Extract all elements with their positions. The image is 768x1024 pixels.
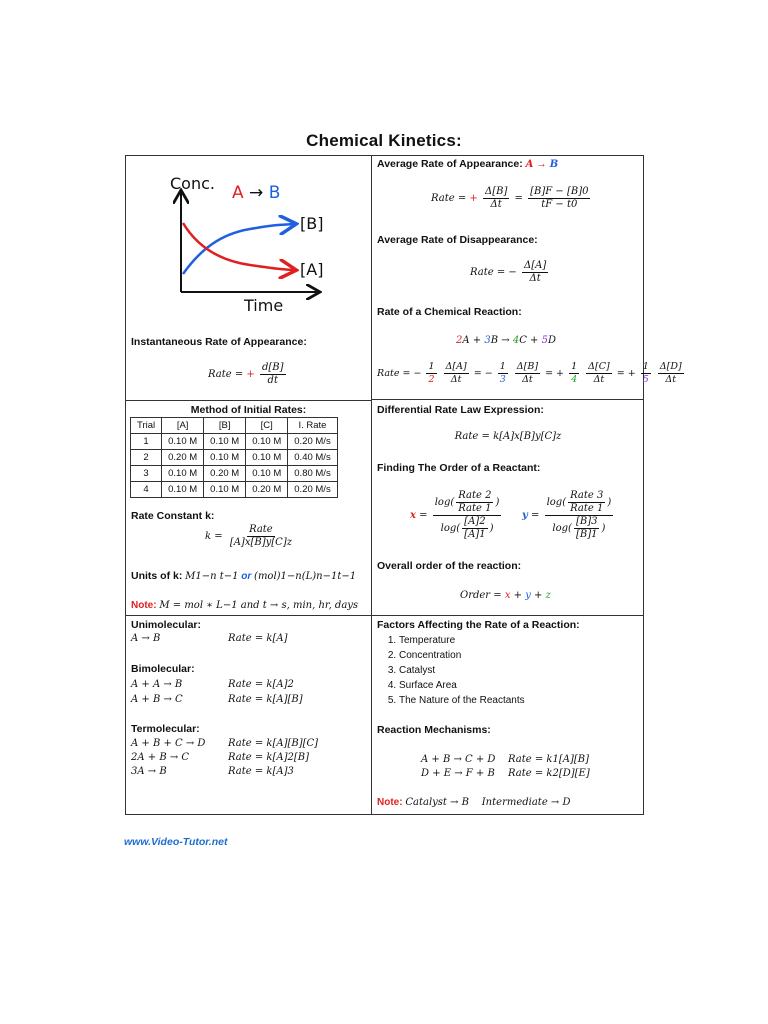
- list-item: 4. Surface Area: [399, 678, 525, 693]
- row-divider-right-2: [371, 615, 644, 616]
- note-units: Note: M = mol ∗ L−1 and t → s, min, hr, days: [131, 600, 359, 611]
- mechanisms-heading: Reaction Mechanisms:: [377, 724, 491, 736]
- table-row: [131, 482, 338, 498]
- table-cell: 0.80 M/s: [288, 466, 337, 482]
- mechanism-rate-1: Rate = k1[A][B]: [508, 754, 589, 765]
- table-cell: 2: [131, 450, 162, 466]
- column-divider: [371, 155, 372, 815]
- table-cell: 0.10 M: [162, 482, 204, 498]
- rate-reaction-heading: Rate of a Chemical Reaction:: [377, 306, 522, 318]
- mechanism-rate-2: Rate = k2[D][E]: [508, 768, 590, 779]
- bi-rate-1: Rate = k[A]2: [228, 679, 294, 690]
- reaction-equation: 2A + 3B → 4C + 5D: [456, 335, 556, 346]
- ter-rate-1: Rate = k[A][B][C]: [228, 738, 319, 749]
- uni-rate: Rate = k[A]: [228, 633, 288, 644]
- table-cell: 0.20 M: [246, 482, 288, 498]
- ter-reaction-3: 3A → B: [131, 766, 167, 777]
- table-cell: 0.10 M: [204, 482, 246, 498]
- order-x-formula: x = log( $\frac{\text{Rate 2}}{\text{Rate 1}}$ ) log( $\frac{[A]2}{[A]1}$ ): [410, 490, 500, 540]
- table-header: [B]: [204, 418, 246, 434]
- table-header: [C]: [246, 418, 288, 434]
- factors-heading: Factors Affecting the Rate of a Reaction:: [377, 619, 580, 631]
- note-mechanism: Note: Catalyst → B Intermediate → D: [377, 797, 571, 808]
- ter-reaction-1: A + B + C → D: [131, 738, 206, 749]
- inst-rate-formula: Rate = + $\frac{d[B]}{dt}$: [208, 362, 284, 386]
- table-cell: 0.10 M: [204, 434, 246, 450]
- list-item: 3. Catalyst: [399, 663, 525, 678]
- graph-reaction: [232, 183, 280, 203]
- table-row: [131, 466, 338, 482]
- table-cell: 0.10 M: [162, 466, 204, 482]
- table-cell: 0.20 M/s: [288, 434, 337, 450]
- list-item: 2. Concentration: [399, 648, 525, 663]
- graph-reaction-a: A: [232, 183, 244, 203]
- list-item: 5. The Nature of the Reactants: [399, 693, 525, 708]
- inst-rate-heading: Instantaneous Rate of Appearance:: [131, 336, 307, 348]
- page-title: Chemical Kinetics:: [306, 131, 462, 150]
- table-header: Trial: [131, 418, 162, 434]
- avg-appear-formula: Rate = + $\frac{\Delta[B]}{\Delta t}$ = $\frac{[B]F - [B]0}{tF - t0}$: [431, 186, 589, 210]
- rate-constant-formula: k = $\frac{\text{Rate}}{[A]x[B]y[C]z}$: [205, 524, 292, 548]
- table-cell: 0.20 M/s: [288, 482, 337, 498]
- table-header: [A]: [162, 418, 204, 434]
- a-curve: [183, 223, 294, 270]
- uni-reaction: A → B: [131, 633, 161, 644]
- graph-reaction-arrow: →: [249, 183, 264, 203]
- bi-reaction-2: A + B → C: [131, 694, 183, 705]
- avg-appear-heading: Average Rate of Appearance: A → B: [377, 158, 559, 170]
- table-header: I. Rate: [288, 418, 337, 434]
- ter-reaction-2: 2A + B → C: [131, 752, 190, 763]
- diff-rate-law-heading: Differential Rate Law Expression:: [377, 404, 544, 416]
- graph-y-label: Conc.: [170, 174, 215, 193]
- table-cell: 4: [131, 482, 162, 498]
- row-divider-left-1: [125, 400, 372, 401]
- bi-reaction-1: A + A → B: [131, 679, 183, 690]
- website-link[interactable]: www.Video-Tutor.net: [124, 836, 228, 848]
- graph-b-label: [B]: [300, 214, 324, 233]
- table-cell: 0.20 M: [204, 466, 246, 482]
- b-curve: [183, 224, 294, 274]
- row-divider-right-1: [371, 399, 644, 400]
- graph-reaction-b: B: [268, 183, 281, 203]
- mechanism-step-1: A + B → C + D: [421, 754, 496, 765]
- graph-x-label: Time: [244, 296, 284, 315]
- diff-rate-law-expr: Rate = k[A]x[B]y[C]z: [454, 431, 562, 442]
- list-item: 1. Temperature: [399, 633, 525, 648]
- table-cell: 3: [131, 466, 162, 482]
- table-header-row: [131, 418, 338, 434]
- initial-rates-heading: Method of Initial Rates:: [190, 404, 307, 416]
- overall-order-heading: Overall order of the reaction:: [377, 560, 522, 572]
- table-row: [131, 434, 338, 450]
- order-y-formula: y = log( $\frac{\text{Rate 3}}{\text{Rate 1}}$ ) log( $\frac{[B]3}{[B]1}$ ): [522, 490, 612, 540]
- factors-list: [377, 633, 525, 708]
- avg-disappear-formula: Rate = − $\frac{\Delta[A]}{\Delta t}$: [470, 260, 547, 284]
- rate-constant-heading: Rate Constant k:: [131, 510, 215, 522]
- termolecular-heading: Termolecular:: [131, 723, 200, 735]
- graph-a-label: [A]: [300, 260, 324, 279]
- table-cell: 0.10 M: [246, 450, 288, 466]
- order-finding-heading: Finding The Order of a Reactant:: [377, 462, 541, 474]
- table-cell: 0.20 M: [162, 450, 204, 466]
- table-cell: 0.10 M: [162, 434, 204, 450]
- table-cell: 1: [131, 434, 162, 450]
- avg-disappear-heading: Average Rate of Disappearance:: [377, 234, 538, 246]
- table-row: [131, 450, 338, 466]
- initial-rates-table: [130, 417, 338, 498]
- table-cell: 0.10 M: [204, 450, 246, 466]
- mechanism-step-2: D + E → F + B: [421, 768, 495, 779]
- units-of-k: Units of k: M1−n t−1 or (mol)1−n(L)n−1t−1: [131, 570, 357, 582]
- ter-rate-3: Rate = k[A]3: [228, 766, 294, 777]
- ter-rate-2: Rate = k[A]2[B]: [228, 752, 309, 763]
- bimolecular-heading: Bimolecular:: [131, 663, 195, 675]
- table-cell: 0.10 M: [246, 466, 288, 482]
- bi-rate-2: Rate = k[A][B]: [228, 694, 303, 705]
- reaction-rate-formula: Rate = − $\frac{1}{2}$ $\frac{\Delta[A]}{\Delta t}$ = − $\frac{1}{3}$ $\frac{\Delta[B]}{\Delta t}$ = + $\frac{1}{4}$ $\frac{\Delta[C]}{\Delta t}$ = + $\frac{1}{5}$ $\frac{\Delta[D]}{\Delta t}$: [377, 361, 682, 385]
- unimolecular-heading: Unimolecular:: [131, 619, 202, 631]
- table-cell: 0.10 M: [246, 434, 288, 450]
- table-cell: 0.40 M/s: [288, 450, 337, 466]
- row-divider-left-2: [125, 615, 372, 616]
- overall-order-formula: Order = x + y + z: [460, 590, 551, 601]
